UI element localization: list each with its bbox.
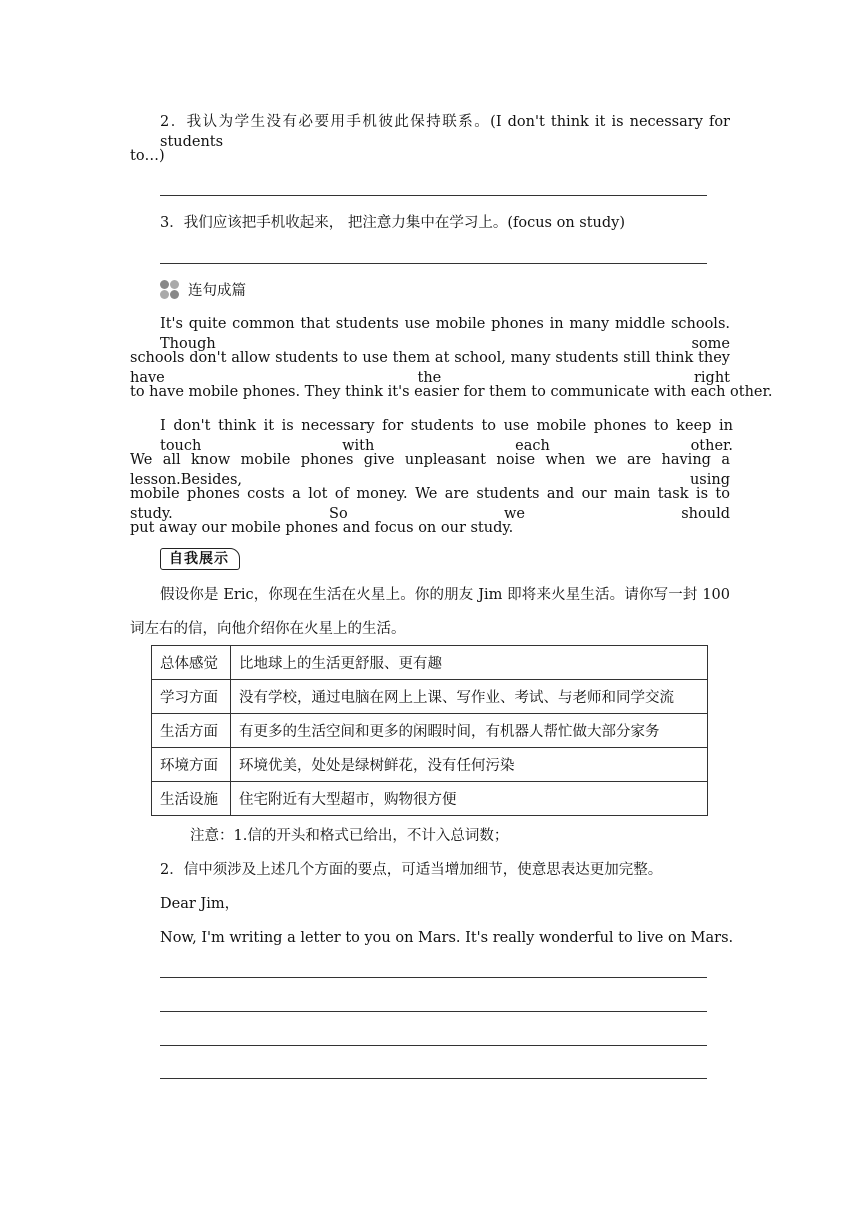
writing-line[interactable]	[160, 1045, 707, 1046]
clover-icon	[160, 280, 180, 300]
table-row	[152, 680, 708, 714]
note-2: 2．信中须涉及上述几个方面的要点，可适当增加细节，使意思表达更加完整。	[160, 862, 663, 878]
table-value: 环境优美，处处是绿树鲜花，没有任何污染	[231, 748, 708, 782]
table-value: 有更多的生活空间和更多的闲暇时间，有机器人帮忙做大部分家务	[231, 714, 708, 748]
answer-line-q2[interactable]	[160, 195, 707, 196]
paragraph-1-line-2: schools don't allow students to use them at school, many students still think they have the right	[130, 350, 730, 386]
table-key: 生活设施	[152, 782, 231, 816]
letter-salutation: Dear Jim，	[160, 896, 240, 912]
note-1: 注意：1.信的开头和格式已给出，不计入总词数；	[190, 828, 509, 844]
prompt-line-2: 词左右的信，向他介绍你在火星上的生活。	[130, 621, 406, 637]
section-badge-zi-wo-zhan-shi: 自我展示	[160, 548, 240, 570]
paragraph-1-line-3: to have mobile phones. They think it's easier for them to communicate with each other.	[130, 384, 773, 400]
mars-life-table	[151, 645, 708, 816]
paragraph-1-line-1: It's quite common that students use mobile phones in many middle schools. Though some	[160, 316, 730, 352]
table-row	[152, 782, 708, 816]
section-title-lian-ju-cheng-pian: 连句成篇	[188, 283, 246, 299]
letter-opening: Now, I'm writing a letter to you on Mars. It's really wonderful to live on Mars.	[160, 930, 734, 946]
table-row	[152, 748, 708, 782]
table-key: 总体感觉	[152, 646, 231, 680]
paragraph-2-line-4: put away our mobile phones and focus on our study.	[130, 520, 514, 536]
table-row	[152, 646, 708, 680]
paragraph-2-line-1: I don't think it is necessary for students to use mobile phones to keep in touch with each other.	[160, 418, 733, 454]
question-2-line-1: 2．我认为学生没有必要用手机彼此保持联系。(I don't think it is necessary for students	[160, 114, 730, 150]
table-value: 比地球上的生活更舒服、更有趣	[231, 646, 708, 680]
question-3: 3．我们应该把手机收起来， 把注意力集中在学习上。(focus on study)	[160, 215, 626, 231]
table-row	[152, 714, 708, 748]
question-2-line-2: to…)	[130, 148, 165, 164]
writing-line[interactable]	[160, 1078, 707, 1079]
table-value: 住宅附近有大型超市，购物很方便	[231, 782, 708, 816]
table-key: 生活方面	[152, 714, 231, 748]
writing-line[interactable]	[160, 977, 707, 978]
prompt-line-1: 假设你是 Eric，你现在生活在火星上。你的朋友 Jim 即将来火星生活。请你写一封 100	[160, 587, 730, 603]
table-key: 学习方面	[152, 680, 231, 714]
answer-line-q3[interactable]	[160, 263, 707, 264]
writing-line[interactable]	[160, 1011, 707, 1012]
paragraph-2-line-2: We all know mobile phones give unpleasant noise when we are having a lesson.Besides, using	[130, 452, 730, 488]
table-value: 没有学校，通过电脑在网上上课、写作业、考试、与老师和同学交流	[231, 680, 708, 714]
paragraph-2-line-3: mobile phones costs a lot of money. We are students and our main task is to study. So we should	[130, 486, 730, 522]
table-key: 环境方面	[152, 748, 231, 782]
